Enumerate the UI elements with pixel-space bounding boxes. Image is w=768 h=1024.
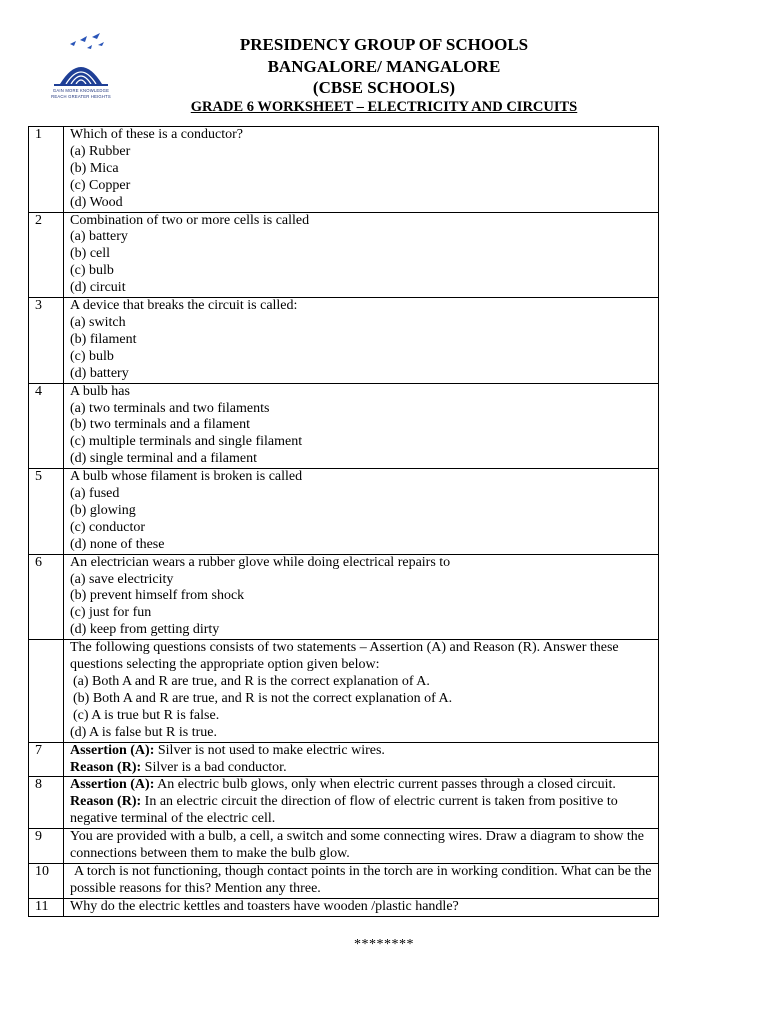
reason-text: Silver is a bad conductor. (144, 759, 287, 775)
ar-option-a: (a) Both A and R are true, and R is the correct explanation of A. (73, 674, 430, 689)
question-cell (64, 127, 659, 213)
logo-tagline-2: REACH GREATER HEIGHTS (51, 94, 111, 99)
assertion-text: Silver is not used to make electric wires. (157, 742, 385, 758)
option-c: (c) bulb (70, 263, 114, 279)
question-number: 11 (29, 898, 64, 916)
option-b: (b) filament (70, 331, 137, 347)
question-row (29, 127, 659, 213)
question-cell (64, 298, 659, 384)
school-location: BANGALORE/ MANGALORE (267, 57, 501, 76)
reason-text: In an electric circuit the direction of flow of electric current is taken from positive to negative terminal of the electric cell. (70, 794, 618, 827)
question-text: You are provided with a bulb, a cell, a switch and some connecting wires. Draw a diagram to show the connections between them to make the bulb glow. (64, 829, 659, 864)
reason-line (70, 760, 654, 777)
question-cell (64, 212, 659, 298)
assertion-label: Assertion (A): (70, 742, 155, 758)
question-cell (64, 469, 659, 555)
option-d: (d) none of these (70, 536, 165, 552)
option-a: (a) two terminals and two filaments (70, 400, 270, 416)
option-c: (c) multiple terminals and single filament (70, 434, 303, 450)
question-text: Combination of two or more cells is called (70, 212, 310, 228)
question-text: Which of these is a conductor? (70, 127, 243, 142)
assertion-cell (64, 777, 659, 829)
question-row (29, 469, 659, 555)
question-number: 6 (29, 554, 64, 640)
question-text: A bulb whose filament is broken is called (70, 469, 303, 485)
option-c: (c) conductor (70, 519, 146, 535)
worksheet-table (28, 126, 659, 917)
question-number: 8 (29, 777, 64, 829)
question-number: 7 (29, 742, 64, 777)
question-number: 4 (29, 383, 64, 469)
option-b: (b) cell (70, 246, 111, 262)
option-a: (a) fused (70, 486, 120, 502)
assertion-cell (64, 742, 659, 777)
footer-asterisks: ******** (354, 937, 414, 952)
option-a: (a) Rubber (70, 143, 131, 159)
question-text-span: A torch is not functioning, though contact points in the torch are in working condition. What can be the possible reasons for this? Mention any three. (70, 863, 652, 896)
question-row (29, 863, 659, 898)
question-text: An electrician wears a rubber glove while doing electrical repairs to (70, 554, 451, 570)
ar-option-c: (c) A is true but R is false. (73, 707, 220, 723)
option-b: (b) two terminals and a filament (70, 417, 250, 433)
assertion-line (70, 743, 654, 760)
question-number: 3 (29, 298, 64, 384)
instructions-text: The following questions consists of two statements – Assertion (A) and Reason (R). Answer these questions selecting the appropriate option given below: (70, 640, 619, 673)
question-row (29, 298, 659, 384)
reason-label: Reason (R): (70, 759, 142, 775)
option-b: (b) prevent himself from shock (70, 588, 245, 604)
ar-option-d: (d) A is false but R is true. (70, 724, 217, 740)
assertion-line (70, 777, 654, 794)
question-text: A bulb has (70, 383, 130, 399)
question-text: Why do the electric kettles and toasters have wooden /plastic handle? (64, 898, 659, 916)
option-c: (c) Copper (70, 177, 131, 193)
instructions-cell (64, 640, 659, 742)
option-c: (c) just for fun (70, 605, 152, 621)
ar-option-b: (b) Both A and R are true, and R is not the correct explanation of A. (73, 690, 453, 706)
reason-line (70, 794, 654, 828)
option-d: (d) single terminal and a filament (70, 451, 257, 467)
question-row (29, 212, 659, 298)
option-d: (d) Wood (70, 194, 123, 210)
question-text (64, 863, 659, 898)
question-row (29, 898, 659, 916)
question-number: 9 (29, 829, 64, 864)
question-cell (64, 383, 659, 469)
option-d: (d) battery (70, 365, 129, 381)
option-d: (d) keep from getting dirty (70, 622, 220, 638)
empty-number-cell (29, 640, 64, 742)
question-number: 2 (29, 212, 64, 298)
question-cell (64, 554, 659, 640)
option-a: (a) switch (70, 314, 126, 330)
option-b: (b) glowing (70, 502, 136, 518)
option-a: (a) save electricity (70, 571, 174, 587)
school-name: PRESIDENCY GROUP OF SCHOOLS (239, 35, 529, 54)
assertion-instructions-row (29, 640, 659, 742)
question-row (29, 829, 659, 864)
reason-label: Reason (R): (70, 794, 142, 810)
question-number: 1 (29, 127, 64, 213)
school-board: (CBSE SCHOOLS) (312, 78, 456, 97)
question-number: 5 (29, 469, 64, 555)
assertion-text: An electric bulb glows, only when electric current passes through a closed circuit. (157, 777, 616, 793)
option-a: (a) battery (70, 229, 128, 245)
logo-tagline-1: GAIN MORE KNOWLEDGE (52, 88, 110, 93)
option-d: (d) circuit (70, 280, 126, 296)
question-row (29, 383, 659, 469)
option-c: (c) bulb (70, 348, 114, 364)
assertion-row (29, 742, 659, 777)
question-row (29, 554, 659, 640)
question-number: 10 (29, 863, 64, 898)
question-text: A device that breaks the circuit is called: (70, 298, 298, 314)
worksheet-title: GRADE 6 WORKSHEET – ELECTRICITY AND CIRCUITS (190, 99, 578, 115)
assertion-label: Assertion (A): (70, 777, 155, 793)
assertion-row (29, 777, 659, 829)
option-b: (b) Mica (70, 160, 119, 176)
